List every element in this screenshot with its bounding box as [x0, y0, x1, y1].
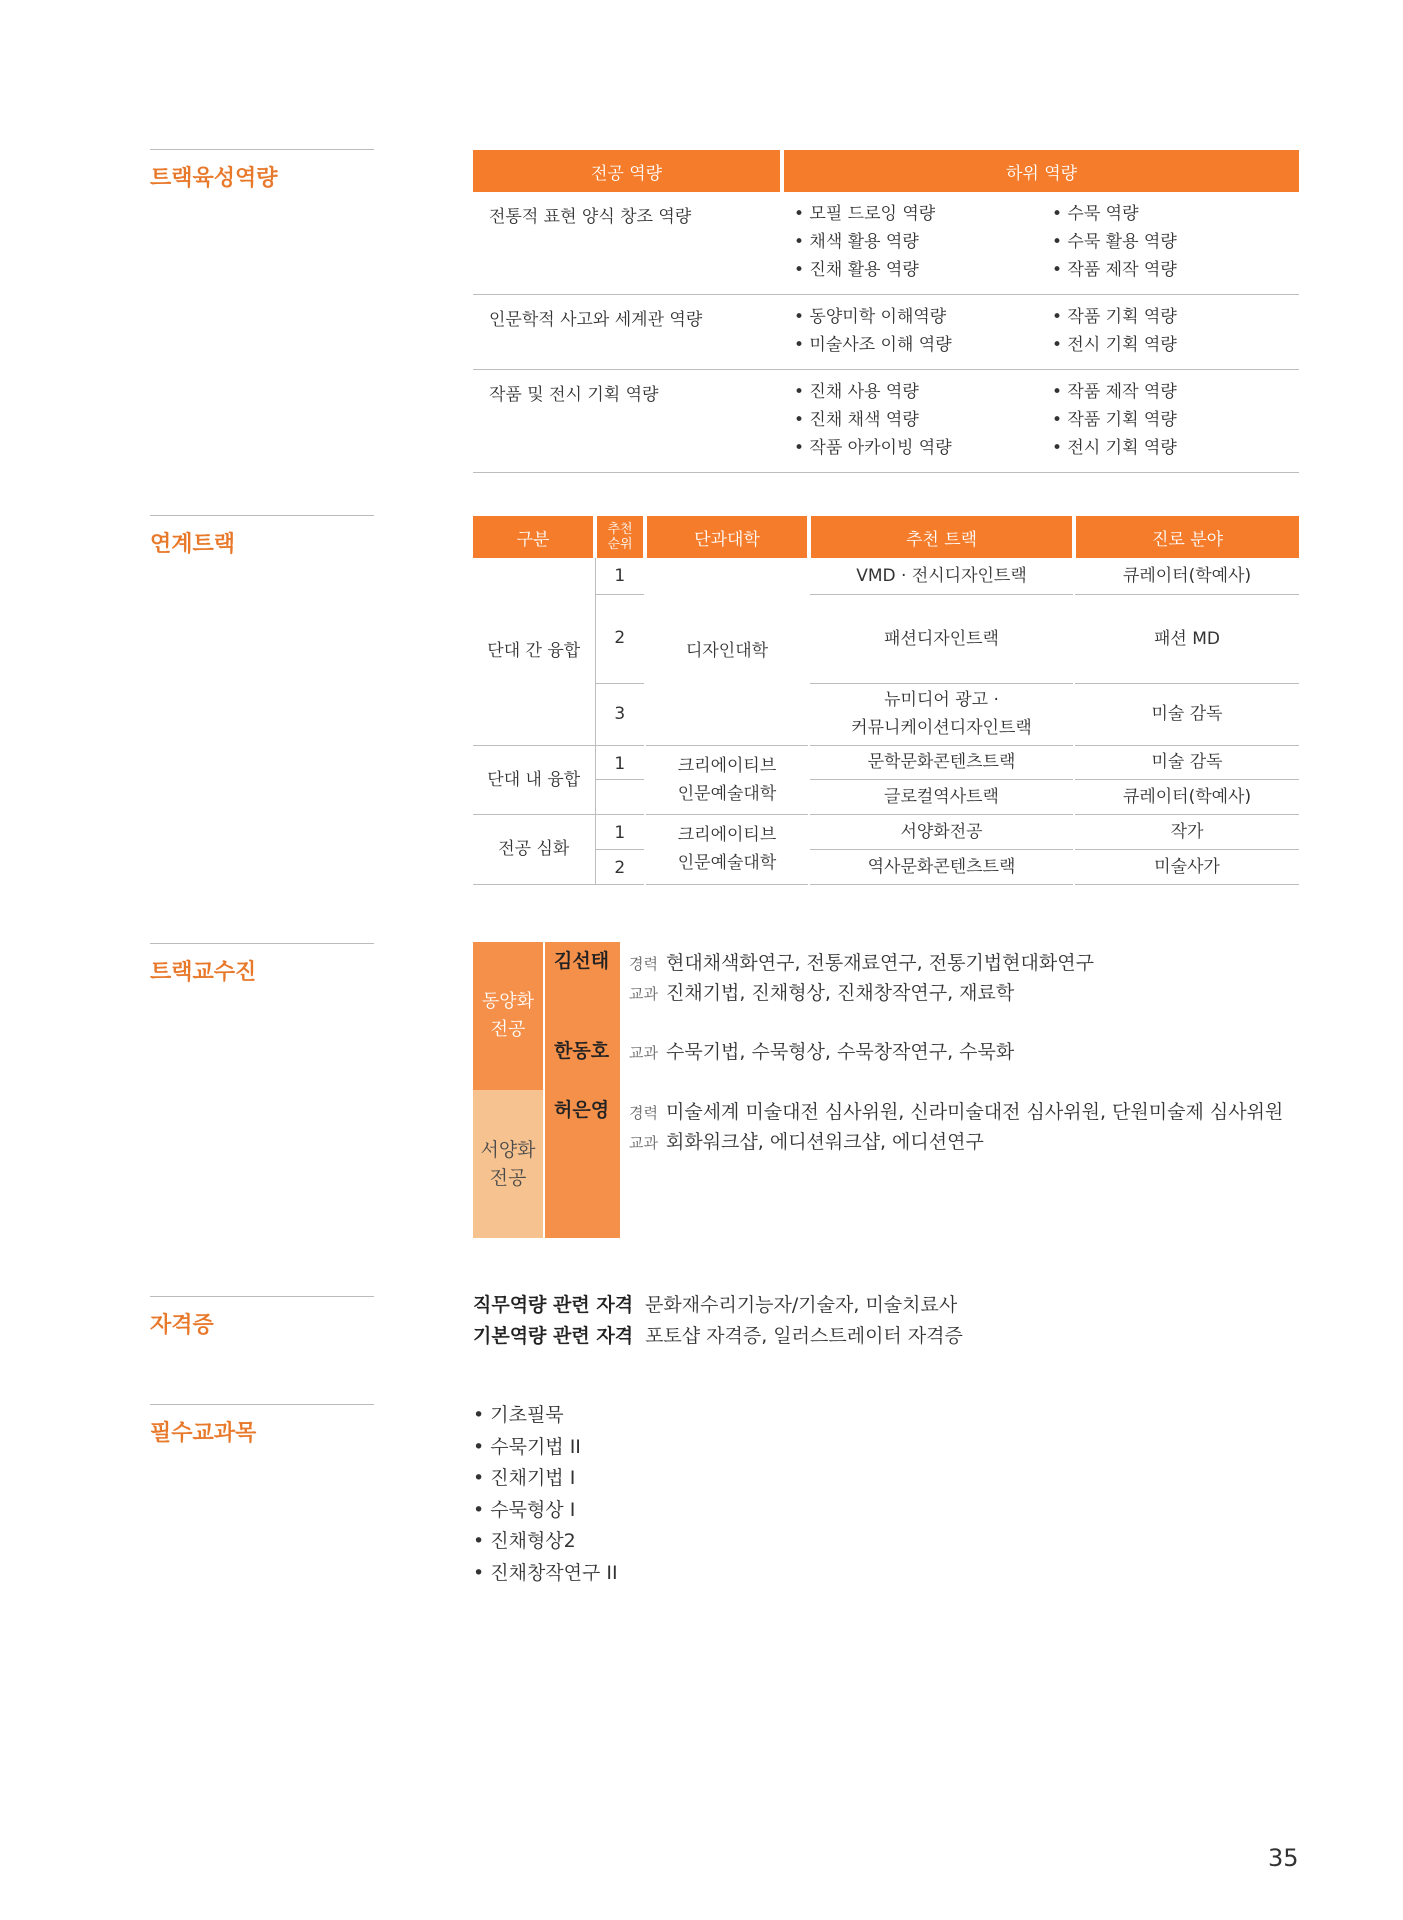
group-inter-college: 단대 간 융합 — [473, 558, 595, 745]
header-college: 단과대학 — [645, 516, 809, 558]
career-cell: 큐레이터(학예사) — [1074, 558, 1299, 594]
header-sub-competency: 하위 역량 — [782, 150, 1299, 192]
career-text: 미술세계 미술대전 심사위원, 신라미술대전 심사위원, 단원미술제 심사위원 — [665, 1101, 1284, 1123]
header-category: 구분 — [473, 516, 595, 558]
section-title-linked-track: 연계트랙 — [150, 515, 374, 558]
linked-track-row — [473, 683, 1299, 745]
sub-competency-list — [782, 192, 1040, 295]
career-cell: 미술사가 — [1074, 849, 1299, 884]
required-course-list — [473, 1400, 618, 1589]
sub-competency-list — [1040, 295, 1299, 370]
linked-track-row — [473, 814, 1299, 849]
cert-job-line — [473, 1290, 957, 1317]
competency-row — [473, 370, 1299, 473]
courses-tag: 교과 — [629, 1044, 658, 1062]
dept-line: 서양화 — [480, 1139, 536, 1161]
professor-career — [629, 1097, 1283, 1124]
professor-courses — [629, 1037, 1014, 1064]
page-number: 35 — [1268, 1844, 1299, 1872]
linked-track-table — [473, 516, 1299, 885]
rank-cell: 2 — [595, 849, 645, 884]
college-line: 인문예술대학 — [677, 853, 777, 873]
career-tag: 경력 — [629, 1104, 658, 1122]
track-cell: 문학문화콘텐츠트랙 — [809, 745, 1074, 779]
sub-competency-list — [1040, 370, 1299, 473]
college-cell — [645, 814, 809, 884]
cert-job-value: 문화재수리기능자/기술자, 미술치료사 — [645, 1294, 958, 1316]
professor-courses — [629, 1127, 984, 1154]
section-title-faculty: 트랙교수진 — [150, 943, 374, 986]
required-course-item: • 기초필묵 — [473, 1404, 564, 1426]
career-cell: 패션 MD — [1074, 594, 1299, 683]
rank-cell: 1 — [595, 558, 645, 594]
required-course-item: • 진채창작연구 II — [473, 1561, 618, 1584]
sub-competency-item: • 수묵 활용 역량 — [1052, 232, 1177, 252]
linked-track-row — [473, 594, 1299, 683]
courses-text: 진채기법, 진채형상, 진채창작연구, 재료학 — [665, 982, 1015, 1004]
sub-competency-item: • 진채 채색 역량 — [794, 410, 919, 430]
dept-line: 전공 — [490, 1019, 526, 1040]
group-intra-college: 단대 내 융합 — [473, 745, 595, 814]
linked-track-row — [473, 849, 1299, 884]
header-rank-line: 순위 — [607, 537, 633, 552]
professor-name: 한동호 — [554, 1040, 610, 1062]
major-competency: 인문학적 사고와 세계관 역량 — [473, 295, 782, 370]
sub-competency-item: • 미술사조 이해 역량 — [794, 335, 952, 355]
college-line: 인문예술대학 — [677, 783, 777, 804]
dept-line: 전공 — [489, 1167, 527, 1189]
rank-cell: 1 — [595, 745, 645, 779]
sub-competency-item: • 수묵 역량 — [1052, 204, 1139, 224]
sub-competency-item: • 작품 제작 역량 — [1052, 260, 1177, 280]
dept-western-painting — [473, 1090, 543, 1238]
college-cell: 디자인대학 — [645, 558, 809, 745]
sub-competency-item: • 작품 제작 역량 — [1052, 382, 1177, 402]
track-line: 커뮤니케이션디자인트랙 — [851, 718, 1032, 738]
courses-tag: 교과 — [629, 985, 658, 1003]
required-course-item: • 진채형상2 — [473, 1530, 576, 1552]
section-title-certificates: 자격증 — [150, 1296, 374, 1339]
required-course-item: • 수묵형상 I — [473, 1498, 576, 1521]
sub-competency-list — [782, 370, 1040, 473]
professor-career — [629, 948, 1094, 975]
courses-tag: 교과 — [629, 1134, 658, 1152]
sub-competency-item: • 모필 드로잉 역량 — [794, 204, 936, 224]
sub-competency-item: • 작품 기획 역량 — [1052, 307, 1177, 327]
career-tag: 경력 — [629, 955, 658, 973]
cert-basic-line — [473, 1321, 963, 1348]
track-line: 뉴미디어 광고 · — [884, 690, 999, 710]
professor-name: 허은영 — [554, 1099, 610, 1121]
track-cell: 역사문화콘텐츠트랙 — [809, 849, 1074, 884]
group-major-deepening: 전공 심화 — [473, 814, 595, 884]
required-course-item: • 진채기법 I — [473, 1467, 576, 1489]
dept-oriental-painting — [473, 942, 543, 1090]
sub-competency-item: • 진채 사용 역량 — [794, 382, 919, 402]
sub-competency-item: • 동양미학 이해역량 — [794, 307, 947, 327]
career-cell: 큐레이터(학예사) — [1074, 779, 1299, 814]
major-competency: 전통적 표현 양식 창조 역량 — [473, 192, 782, 295]
career-cell: 작가 — [1074, 814, 1299, 849]
major-competency: 작품 및 전시 기획 역량 — [473, 370, 782, 473]
section-title-competency: 트랙육성역량 — [150, 149, 374, 192]
rank-cell — [595, 779, 645, 814]
sub-competency-item: • 채색 활용 역량 — [794, 232, 919, 252]
track-cell: 서양화전공 — [809, 814, 1074, 849]
required-course-item: • 수묵기법 II — [473, 1435, 581, 1458]
linked-track-row — [473, 779, 1299, 814]
courses-text: 회화워크샵, 에디션워크샵, 에디션연구 — [665, 1131, 984, 1153]
professor-name: 김선태 — [554, 950, 610, 972]
header-rank — [595, 516, 645, 558]
courses-text: 수묵기법, 수묵형상, 수묵창작연구, 수묵화 — [665, 1041, 1015, 1063]
college-line: 크리에이티브 — [677, 825, 777, 845]
rank-cell: 1 — [595, 814, 645, 849]
competency-table — [473, 150, 1299, 473]
cert-basic-label: 기본역량 관련 자격 — [473, 1325, 634, 1347]
track-cell: 글로컬역사트랙 — [809, 779, 1074, 814]
faculty-block — [473, 942, 1303, 1238]
career-cell: 미술 감독 — [1074, 745, 1299, 779]
header-track: 추천 트랙 — [809, 516, 1074, 558]
rank-cell: 3 — [595, 683, 645, 745]
header-rank-line: 추천 — [607, 522, 633, 537]
linked-track-row — [473, 745, 1299, 779]
rank-cell: 2 — [595, 594, 645, 683]
competency-row — [473, 295, 1299, 370]
sub-competency-list — [782, 295, 1040, 370]
linked-track-row — [473, 558, 1299, 594]
cert-job-label: 직무역량 관련 자격 — [473, 1294, 634, 1316]
sub-competency-list — [1040, 192, 1299, 295]
section-title-required-courses: 필수교과목 — [150, 1404, 374, 1447]
track-cell — [809, 683, 1074, 745]
college-cell — [645, 745, 809, 814]
competency-row — [473, 192, 1299, 295]
professor-courses — [629, 978, 1014, 1005]
career-text: 현대채색화연구, 전통재료연구, 전통기법현대화연구 — [665, 952, 1094, 974]
cert-basic-value: 포토샵 자격증, 일러스트레이터 자격증 — [645, 1325, 963, 1347]
sub-competency-item: • 전시 기획 역량 — [1052, 335, 1177, 355]
sub-competency-item: • 진채 활용 역량 — [794, 260, 919, 280]
dept-line: 동양화 — [481, 991, 535, 1012]
sub-competency-item: • 전시 기획 역량 — [1052, 438, 1177, 458]
track-cell: VMD · 전시디자인트랙 — [809, 558, 1074, 594]
college-line: 크리에이티브 — [677, 755, 777, 776]
track-cell: 패션디자인트랙 — [809, 594, 1074, 683]
header-career: 진로 분야 — [1074, 516, 1299, 558]
career-cell: 미술 감독 — [1074, 683, 1299, 745]
sub-competency-item: • 작품 아카이빙 역량 — [794, 438, 952, 458]
header-major-competency: 전공 역량 — [473, 150, 782, 192]
sub-competency-item: • 작품 기획 역량 — [1052, 410, 1177, 430]
